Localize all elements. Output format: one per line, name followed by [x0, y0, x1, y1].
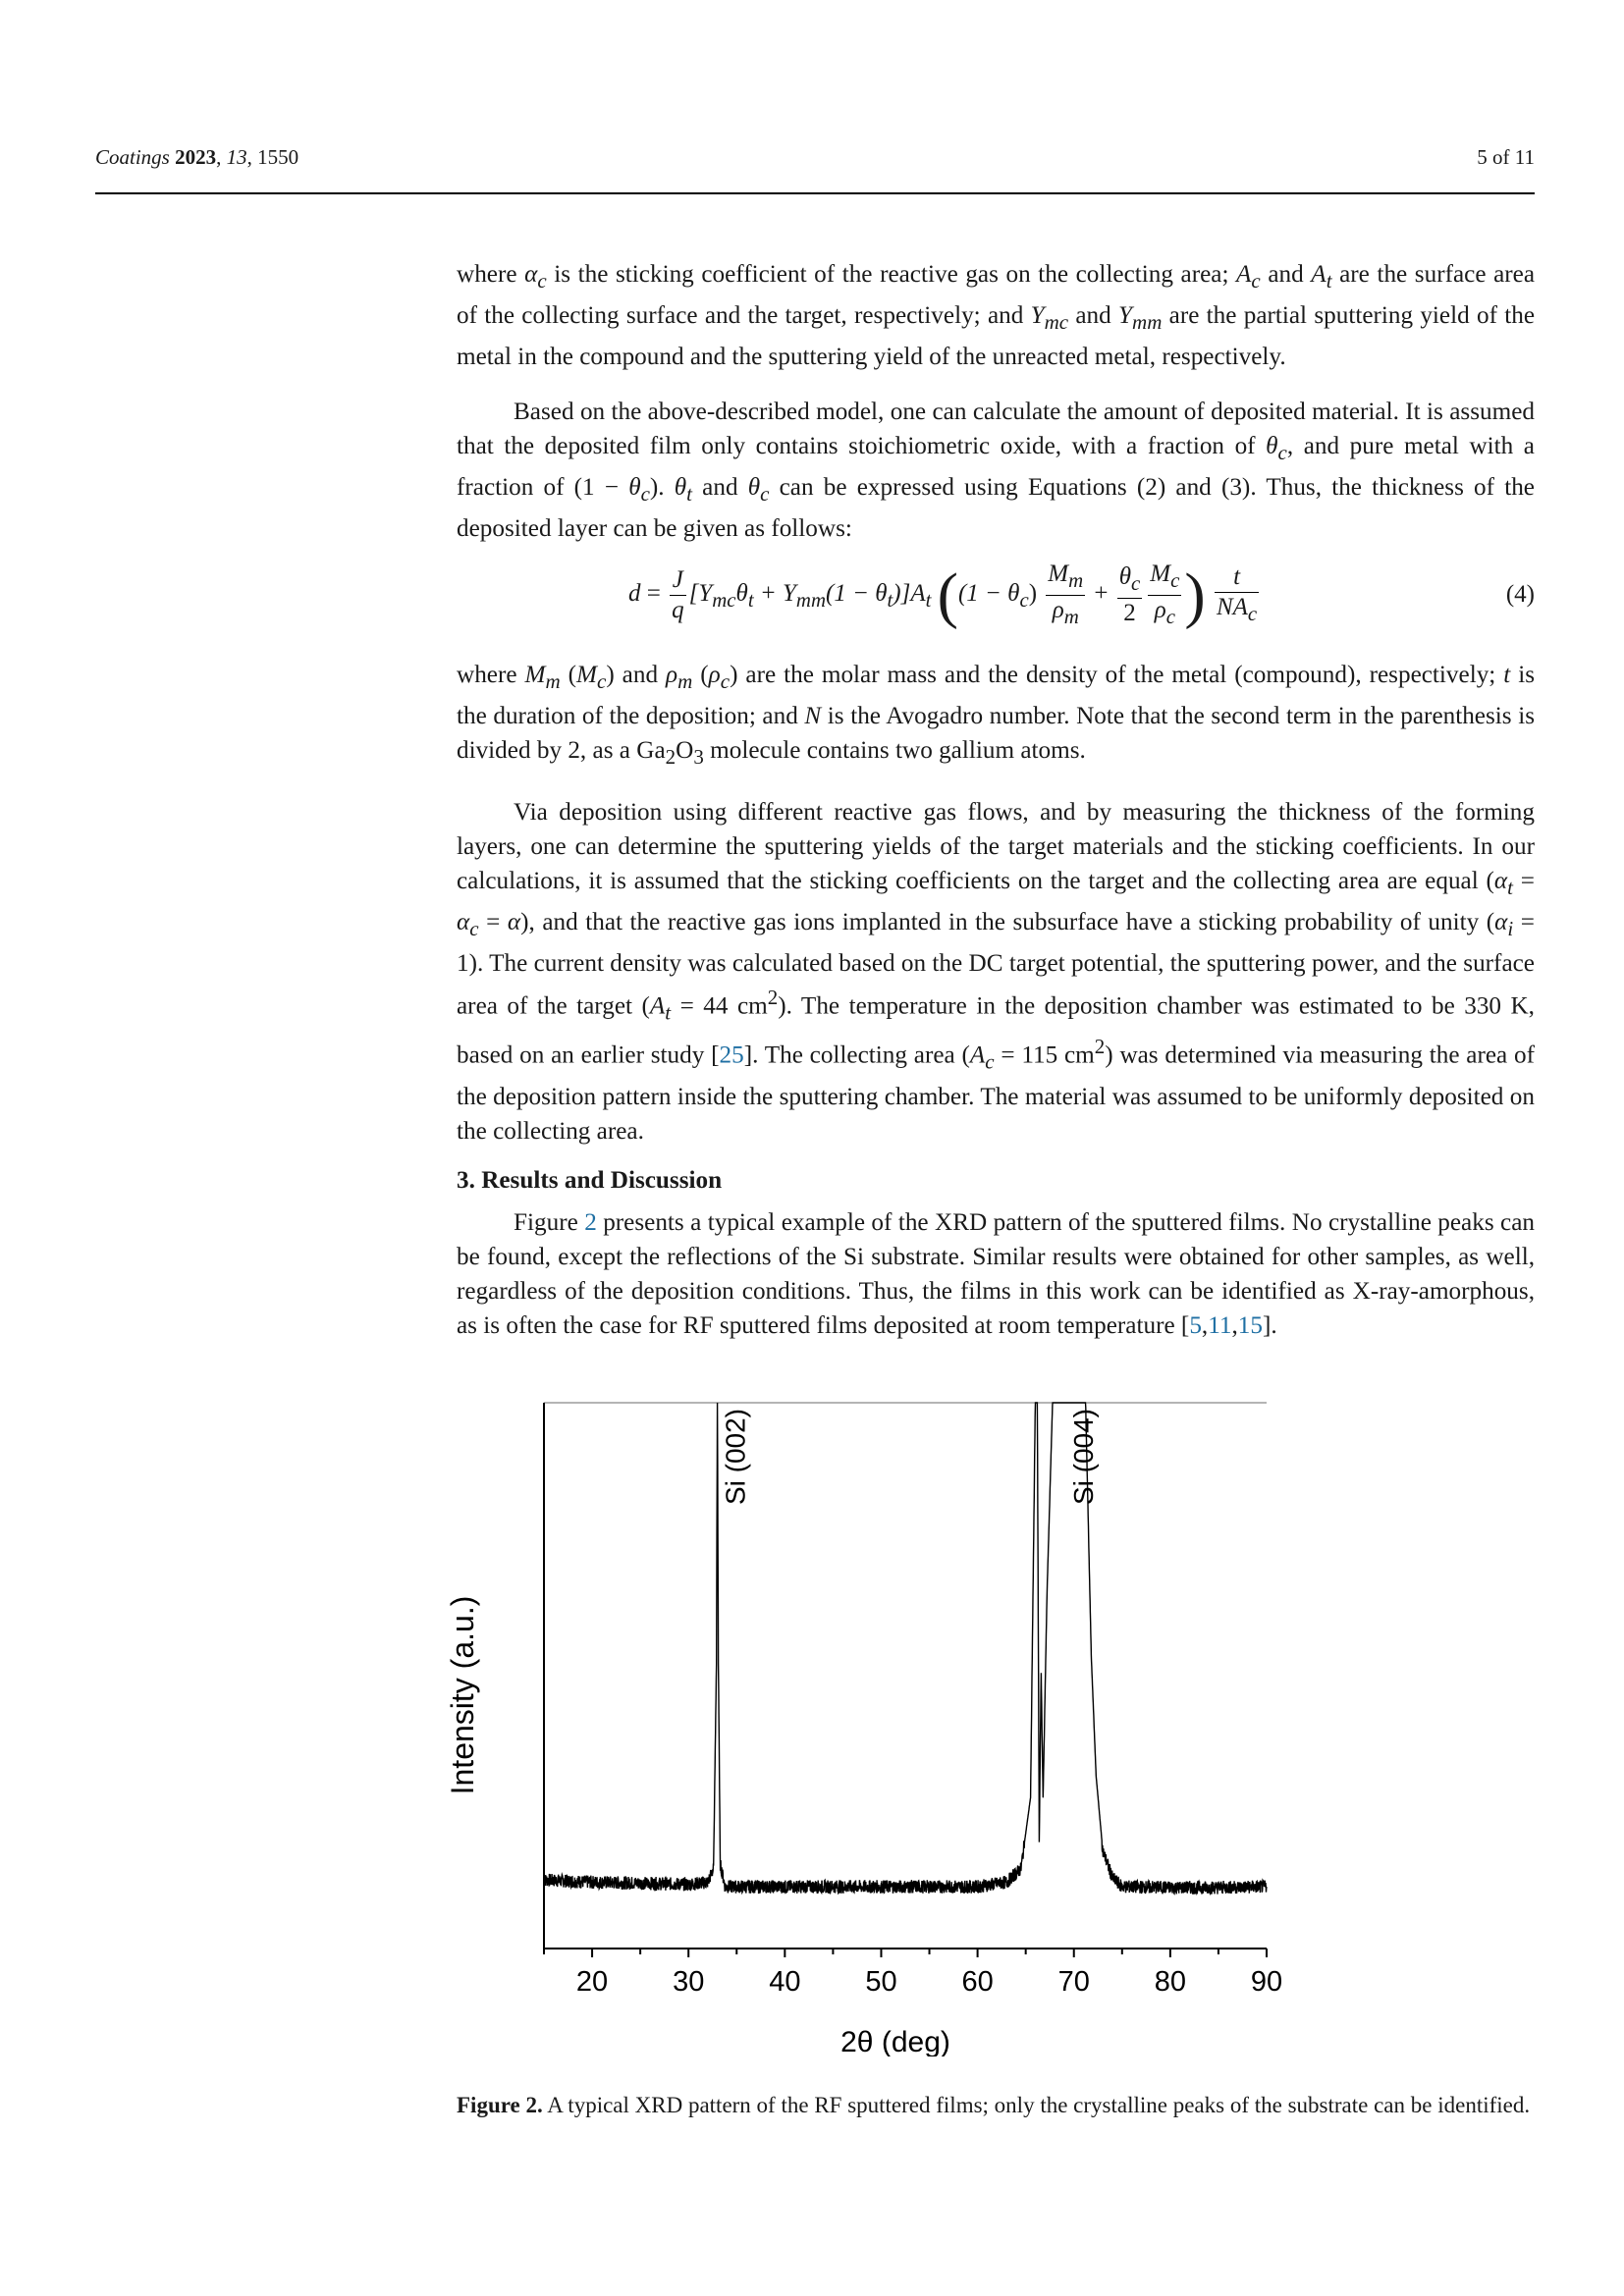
figure-label: Figure 2. — [457, 2093, 543, 2117]
figure-caption-text: A typical XRD pattern of the RF sputtered films; only the crystalline peaks of the substrate can be identified. — [542, 2093, 1531, 2117]
header-divider — [95, 192, 1535, 194]
citation-link-15[interactable]: 15 — [1237, 1312, 1263, 1339]
citation-link-5[interactable]: 5 — [1189, 1312, 1202, 1339]
equation-body: d = $\frac{J}{q}$ $[Y_{mc}\theta_t + Y_{mm}(1 - \theta_t)]A_t$ ($(1 - \theta_c)$ $\frac{M_m}{\rho_m}$ + $\frac{\theta_c}{2}$ $\frac{M_c}{\rho_c}$ ) $\frac{t}{NA_c}$ — [628, 560, 1258, 630]
paragraph-5: Figure 2 presents a typical example of the XRD pattern of the sputtered films. No crystalline peaks can be found, except the reflections of the Si substrate. Similar results were obtained for other samples, as well, regardless of the deposition conditions. Thus, the films in this work can be identified as X-ray-amorphous, as is often the case for RF sputtered films deposited at room temperature [5,11,15]. — [457, 1209, 1536, 1339]
x-tick-label: 90 — [1250, 1966, 1283, 1998]
equation-4 — [457, 560, 1535, 638]
x-tick-label: 20 — [575, 1966, 609, 1998]
x-axis-label: 2θ (deg) — [840, 2026, 950, 2056]
figure-ref-link[interactable]: 2 — [584, 1209, 597, 1236]
citation-link-11[interactable]: 11 — [1208, 1312, 1232, 1339]
section-heading: 3. Results and Discussion — [457, 1167, 723, 1194]
xrd-chart-svg — [432, 1389, 1296, 2056]
equation-number: (4) — [1505, 581, 1535, 608]
paragraph-3: where $M_m$ $(M_c)$ and $\rho_m$ $(\rho_c)$ are the molar mass and the density of the metal (compound), respectively; t is the duration of the deposition; and N is the Avogadro number. Note that the second term in the parenthesis is divided by 2, as a $Ga_2O_3$ molecule contains two gallium atoms. — [457, 662, 1536, 770]
si-002-label: Si (002) — [720, 1409, 751, 1506]
paragraph-2: Based on the above-described model, one can calculate the amount of deposited material. It is assumed that the deposited film only contains stoichiometric oxide, with a fraction of $\theta_c$, and pure metal with a fraction of $(1 - \theta_c)$. $\theta_t$ and $\theta_c$ can be expressed using Equations (2) and (3). Thus, the thickness of the deposited layer can be given as follows: — [457, 399, 1535, 543]
x-tick-label: 40 — [769, 1966, 801, 1998]
paragraph-4: Via deposition using different reactive gas flows, and by measuring the thickness of the forming layers, one can determine the sputtering yields of the target materials and the sticking coefficients. In our calculations, it is assumed that the sticking coefficients on the target and the collecting area are equal $(\alpha_t = \alpha_c = \alpha)$, and that the reactive gas ions implanted in the subsurface have a sticking probability of unity $(\alpha_i = 1)$. The current density was calculated based on the DC target potential, the sputtering power, and the surface area of the target ($A_t = 44$ $cm^2$). The temperature in the deposition chamber was estimated to be 330 K, based on an earlier study [25]. The collecting area ($A_c = 115$ $cm^2$) was determined via measuring the area of the deposition pattern inside the sputtering chamber. The material was assumed to be uniformly deposited on the collecting area. — [457, 799, 1535, 1145]
xrd-chart — [432, 1389, 1296, 2061]
xrd-line — [544, 1403, 1267, 1895]
page-number: 5 of 11 — [1477, 145, 1535, 169]
x-tick-label: 60 — [961, 1966, 994, 1998]
journal-volume: 13 — [226, 145, 247, 169]
x-tick-label: 50 — [865, 1966, 897, 1998]
x-tick-label: 80 — [1154, 1966, 1186, 1998]
si-004-label: Si (004) — [1067, 1409, 1099, 1506]
x-tick-label: 30 — [673, 1966, 705, 1998]
x-tick-label: 70 — [1057, 1966, 1090, 1998]
article-number: 1550 — [257, 145, 299, 169]
journal-name: Coatings — [95, 145, 170, 169]
y-axis-label: Intensity (a.u.) — [445, 1595, 480, 1795]
figure-caption — [457, 2089, 1535, 2121]
citation-link-25[interactable]: 25 — [719, 1041, 744, 1069]
journal-year: 2023 — [175, 145, 217, 169]
running-header: Coatings 2023, 13, 1550 — [95, 145, 299, 169]
paragraph-1: where $\alpha_c$ is the sticking coefficient of the reactive gas on the collecting area; $A_c$ and $A_t$ are the surface area of the collecting surface and the target, respectively; and $Y_{mc}$ and $Y_{mm}$ are the partial sputtering yield of the metal in the compound and the sputtering yield of the unreacted metal, respectively. — [457, 261, 1536, 371]
